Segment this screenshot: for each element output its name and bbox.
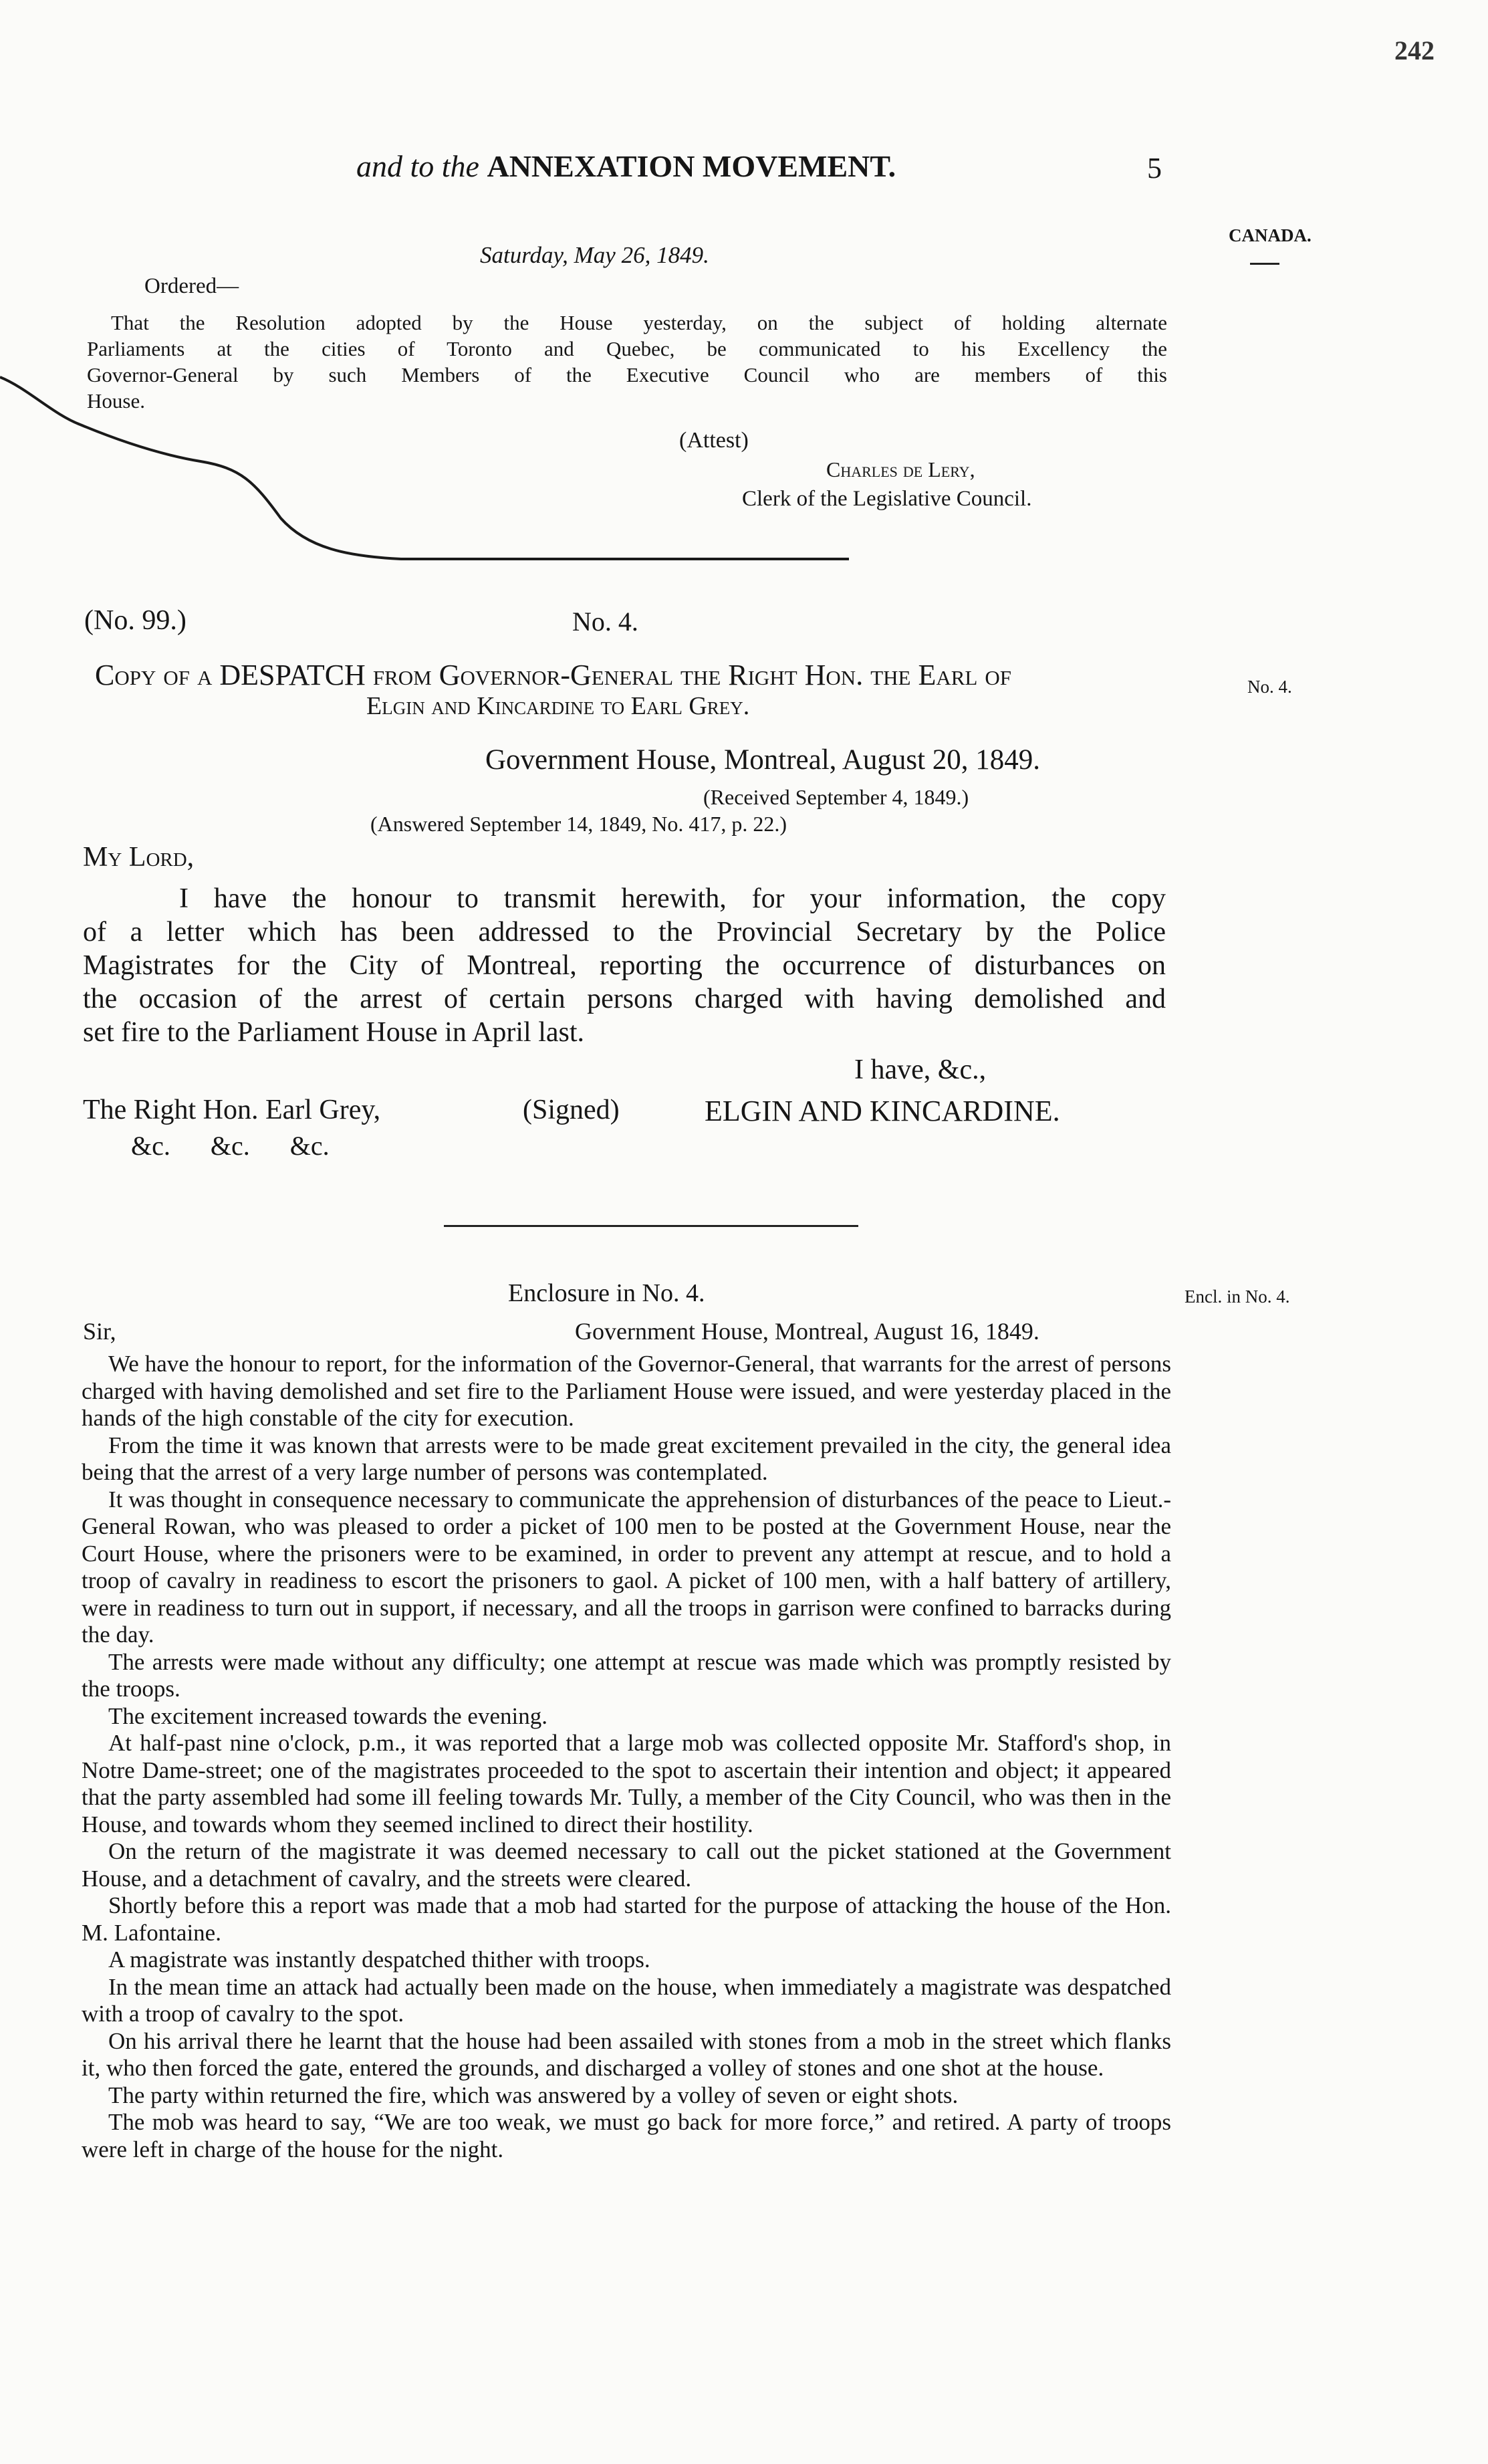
enclosure-paragraph: On his arrival there he learnt that the house had been assailed with stones from a mob in the street which flanks it, who then forced the gate, entered the grounds, and discharged a volley of stones and one shot at the house.	[82, 2027, 1171, 2081]
corner-page-mark: 242	[1394, 35, 1435, 66]
despatch-body-line-2: of a letter which has been addressed to the Provincial Secretary by the Police	[83, 917, 1166, 947]
enclosure-paragraph: Shortly before this a report was made that a mob had started for the purpose of attacking the house of the Hon. M. Lafontaine.	[82, 1892, 1171, 1946]
hand-drawn-line	[0, 361, 856, 575]
despatch-title-line-2: Elgin and Kincardine to Earl Grey.	[366, 692, 750, 720]
despatch-closing: I have, &c.,	[854, 1054, 987, 1085]
margin-note-no4: No. 4.	[1247, 677, 1292, 697]
enclosure-paragraph: In the mean time an attack had actually been made on the house, when immediately a magistrate was despatched with a troop of cavalry to the spot.	[82, 1973, 1171, 2027]
resolution-line-4: House.	[87, 389, 145, 413]
enclosure-paragraph: From the time it was known that arrests were to be made great excitement prevailed in the city, the general idea being that the arrest of a very large number of persons was contemplated.	[82, 1432, 1171, 1485]
enclosure-paragraph: We have the honour to report, for the information of the Governor-General, that warrants for the arrest of persons charged with having demolished and set fire to the Parliament House were issued, and were yesterday placed in the hands of the high constable of the city for execution.	[82, 1351, 1171, 1431]
despatch-title-line-1	[95, 658, 1011, 692]
enclosure-paragraph: The mob was heard to say, “We are too weak, we must go back for more force,” and retired. A party of troops were left in charge of the house for the night.	[82, 2109, 1171, 2162]
resolution-line-1: That the Resolution adopted by the House yesterday, on the subject of holding alternate	[111, 311, 1167, 334]
despatch-salutation: My Lord,	[83, 842, 195, 873]
despatch-body-line-3: Magistrates for the City of Montreal, reporting the occurrence of disturbances on	[83, 950, 1166, 981]
resolution-signer: Charles de Lery,	[826, 457, 975, 481]
enclosure-paragraph: On the return of the magistrate it was deemed necessary to call out the picket stationed at the Government House, and a detachment of cavalry, and the streets were cleared.	[82, 1838, 1171, 1892]
resolution-line-2: Parliaments at the cities of Toronto and Quebec, be communicated to his Excellency the	[87, 337, 1167, 360]
margin-dash	[1250, 263, 1279, 265]
despatch-number-left: (No. 99.)	[84, 605, 187, 636]
despatch-addressee-etc: &c. &c. &c.	[131, 1131, 330, 1161]
despatch-body-line-4: the occasion of the arrest of certain persons charged with having demolished and	[83, 984, 1166, 1014]
despatch-number-center: No. 4.	[572, 606, 638, 637]
enclosure-paragraph: It was thought in consequence necessary to communicate the apprehension of disturbances of the peace to Lieut.-General Rowan, who was pleased to order a picket of 100 men to be posted at the Government House, near the Court House, where the prisoners were to be examined, in order to prevent any attempt at rescue, and to hold a troop of cavalry in readiness to escort the prisoners to gaol. A picket of 100 men, with a half battery of artillery, were in readiness to turn out in support, if necessary, and all the troops in garrison were confined to barracks during the day.	[82, 1486, 1171, 1648]
resolution-date: Saturday, May 26, 1849.	[480, 242, 709, 268]
despatch-signature: ELGIN AND KINCARDINE.	[705, 1095, 1060, 1127]
despatch-received: (Received September 4, 1849.)	[703, 785, 969, 809]
despatch-title-text-1: Copy of a DESPATCH from Governor-General the Right Hon. the Earl of	[95, 659, 1011, 691]
attest-label: (Attest)	[679, 428, 749, 453]
resolution-ordered: Ordered—	[144, 274, 239, 298]
resolution-line-3: Governor-General by such Members of the Executive Council who are members of this	[87, 363, 1167, 386]
despatch-place-date: Government House, Montreal, August 20, 1849.	[485, 744, 1041, 776]
enclosure-salutation: Sir,	[83, 1318, 116, 1345]
enclosure-paragraph: A magistrate was instantly despatched thither with troops.	[108, 1946, 650, 1973]
despatch-body-line-5: set fire to the Parliament House in April last.	[83, 1017, 585, 1048]
enclosure-place-date: Government House, Montreal, August 16, 1849.	[575, 1318, 1039, 1345]
enclosure-heading: Enclosure in No. 4.	[508, 1279, 705, 1307]
running-head-title: ANNEXATION MOVEMENT.	[487, 149, 896, 183]
running-head-prefix: and to the	[356, 149, 479, 183]
enclosure-paragraph: The party within returned the fire, which was answered by a volley of seven or eight shots.	[108, 2082, 959, 2108]
despatch-signed-label: (Signed)	[523, 1095, 620, 1125]
hand-drawn-line-path	[0, 377, 849, 559]
running-head	[356, 148, 896, 184]
section-separator	[444, 1225, 858, 1227]
despatch-addressee: The Right Hon. Earl Grey,	[83, 1095, 381, 1125]
despatch-body-line-1: I have the honour to transmit herewith, for your information, the copy	[179, 883, 1166, 914]
margin-note-canada: CANADA.	[1229, 225, 1312, 245]
enclosure-paragraph: At half-past nine o'clock, p.m., it was reported that a large mob was collected opposite Mr. Stafford's shop, in Notre Dame-street; one of the magistrates proceeded to the spot to ascertain their intention and object; it appeared that the party assembled had some ill feeling towards Mr. Tully, a member of the City Council, who was then in the House, and towards whom they seemed inclined to direct their hostility.	[82, 1730, 1171, 1837]
resolution-signer-title: Clerk of the Legislative Council.	[742, 487, 1032, 511]
enclosure-body	[82, 1351, 1171, 2163]
despatch-answered: (Answered September 14, 1849, No. 417, p. 22.)	[370, 812, 787, 836]
page-number: 5	[1147, 152, 1162, 185]
enclosure-paragraph: The excitement increased towards the evening.	[108, 1702, 547, 1729]
enclosure-paragraph: The arrests were made without any difficulty; one attempt at rescue was made which was promptly resisted by the troops.	[82, 1648, 1171, 1702]
margin-note-enclosure: Encl. in No. 4.	[1185, 1286, 1290, 1307]
